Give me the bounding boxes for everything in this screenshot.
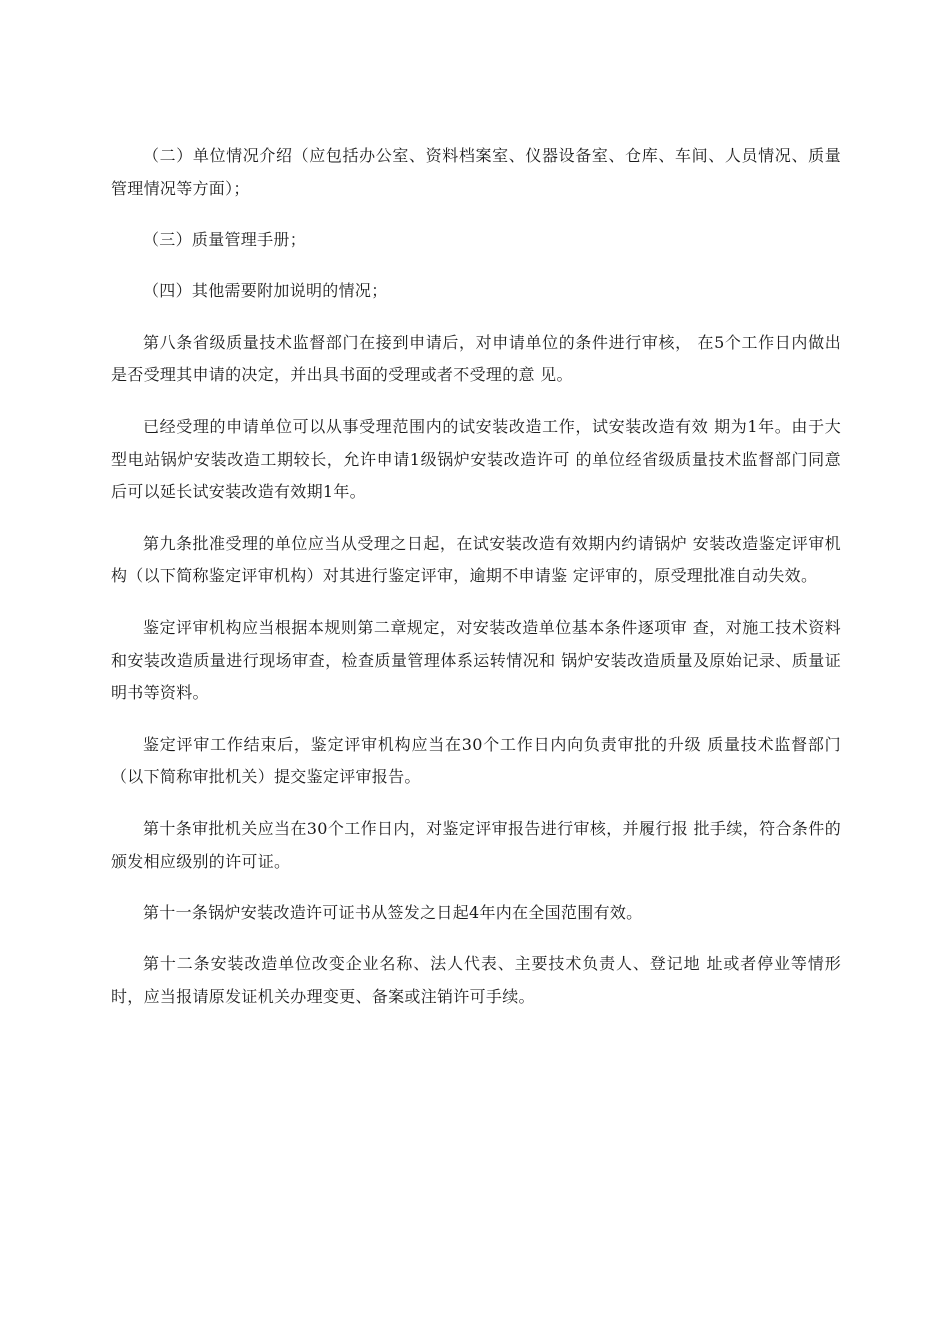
paragraph-article-9: 第九条批准受理的单位应当从受理之日起，在试安装改造有效期内约请锅炉 安装改造鉴定评审机构（以下简称鉴定评审机构）对其进行鉴定评审，逾期不申请鉴 定评审的，原受理批准自动失效。	[111, 533, 841, 586]
paragraph-article-10: 第十条审批机关应当在30个工作日内，对鉴定评审报告进行审核，并履行报 批手续，符合条件的颁发相应级别的许可证。	[111, 818, 841, 871]
paragraph-article-8: 第八条省级质量技术监督部门在接到申请后，对申请单位的条件进行审核， 在5个工作日内做出是否受理其申请的决定，并出具书面的受理或者不受理的意 见。	[111, 332, 841, 385]
paragraph-review-scope: 鉴定评审机构应当根据本规则第二章规定，对安装改造单位基本条件逐项审 查，对施工技术资料和安装改造质量进行现场审查，检查质量管理体系运转情况和 锅炉安装改造质量及原始记录、质量证明书等资料。	[111, 617, 841, 703]
paragraph-quality-manual: （三）质量管理手册；	[143, 230, 307, 250]
paragraph-unit-introduction: （二）单位情况介绍（应包括办公室、资料档案室、仪器设备室、仓库、车间、人员情况、质量管理情况等方面）；	[111, 146, 841, 198]
paragraph-article-12: 第十二条安装改造单位改变企业名称、法人代表、主要技术负责人、登记地 址或者停业等情形时，应当报请原发证机关办理变更、备案或注销许可手续。	[111, 954, 841, 1006]
paragraph-trial-period: 已经受理的申请单位可以从事受理范围内的试安装改造工作，试安装改造有效 期为1年。由于大型电站锅炉安装改造工期较长，允许申请1级锅炉安装改造许可 的单位经省级质量技术监督部门同意后可以延长试安装改造有效期1年。	[111, 416, 841, 502]
paragraph-article-11: 第十一条锅炉安装改造许可证书从签发之日起4年内在全国范围有效。	[143, 902, 643, 922]
document-body	[111, 140, 841, 1032]
paragraph-review-report: 鉴定评审工作结束后，鉴定评审机构应当在30个工作日内向负责审批的升级 质量技术监督部门（以下简称审批机关）提交鉴定评审报告。	[111, 734, 841, 787]
paragraph-other-notes: （四）其他需要附加说明的情况；	[143, 281, 388, 301]
